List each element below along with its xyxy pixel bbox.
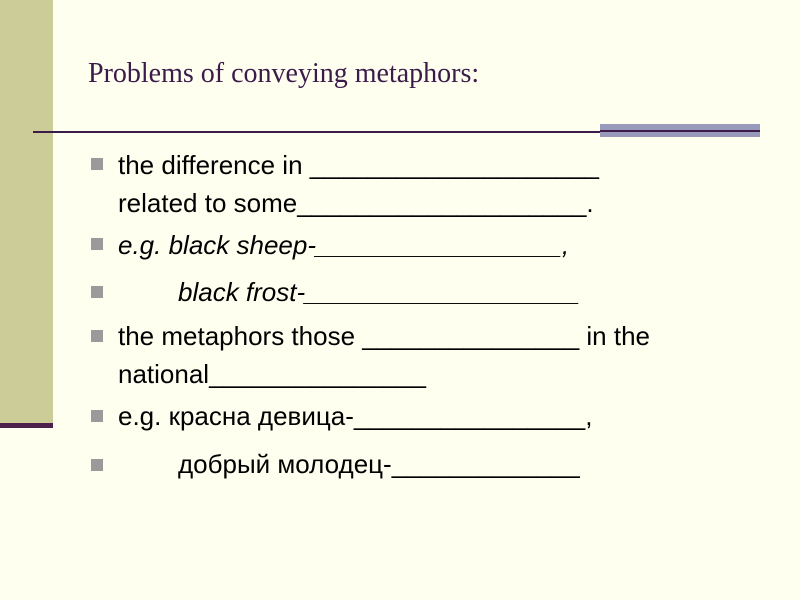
bullet-text: e.g. black sheep-_________________, <box>118 230 570 260</box>
bullet-text-continuation: related to some____________________. <box>118 188 594 218</box>
bullet-text: e.g. красна девица-________________, <box>118 401 593 431</box>
slide-title: Problems of conveying metaphors: <box>88 58 480 89</box>
bullet-marker <box>91 330 103 342</box>
bullet-marker <box>91 158 103 170</box>
bullet-text-continuation: national_______________ <box>118 359 426 389</box>
bullet-text: the difference in ____________________ <box>118 150 599 180</box>
bullet-marker <box>91 459 103 471</box>
bullet-text: black frost-___________________ <box>178 277 580 307</box>
bullet-marker <box>91 238 103 250</box>
bullet-text: добрый молодец-_____________ <box>178 449 580 479</box>
bullet-text: the metaphors those _______________ in the <box>118 321 650 351</box>
bullet-marker <box>91 410 103 422</box>
bullet-marker <box>91 286 103 298</box>
